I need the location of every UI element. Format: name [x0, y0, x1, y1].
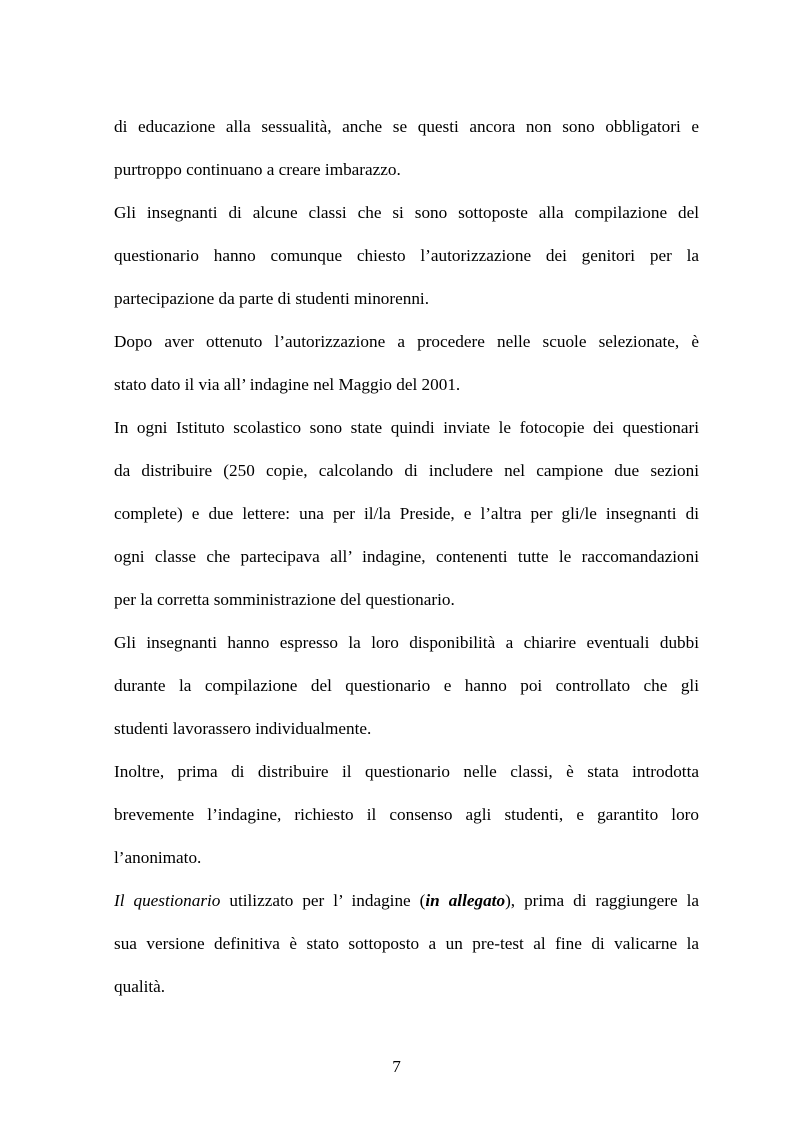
page-number: 7: [392, 1057, 401, 1076]
text-line-10: complete) e due lettere: una per il/la Preside, e l’altra per gli/le insegnanti di: [114, 504, 699, 523]
questionnaire-term: Il questionario: [114, 891, 221, 910]
text-line-1: di educazione alla sessualità, anche se questi ancora non sono obbligatori e: [114, 117, 699, 136]
text-line-7: stato dato il via all’ indagine nel Maggio del 2001.: [114, 375, 461, 394]
questionnaire-text-a: utilizzato per l’ indagine (: [220, 891, 426, 910]
text-line-17: brevemente l’indagine, richiesto il consenso agli studenti, e garantito loro: [114, 805, 699, 824]
attachment-reference: in allegato: [425, 891, 506, 910]
text-line-11: ogni classe che partecipava all’ indagine, contenenti tutte le raccomandazioni: [114, 547, 699, 566]
text-line-8: In ogni Istituto scolastico sono state quindi inviate le fotocopie dei questionari: [114, 418, 699, 437]
questionnaire-text-b: ), prima di raggiungere la: [505, 891, 699, 910]
text-line-5: partecipazione da parte di studenti minorenni.: [114, 289, 429, 308]
text-line-15: studenti lavorassero individualmente.: [114, 719, 372, 738]
text-line-20: sua versione definitiva è stato sottoposto a un pre-test al fine di valicarne la: [114, 934, 699, 953]
text-line-12: per la corretta somministrazione del questionario.: [114, 590, 455, 609]
text-line-13: Gli insegnanti hanno espresso la loro disponibilità a chiarire eventuali dubbi: [114, 633, 699, 652]
text-line-21: qualità.: [114, 977, 166, 996]
text-line-9: da distribuire (250 copie, calcolando di includere nel campione due sezioni: [114, 461, 699, 480]
text-line-18: l’anonimato.: [114, 848, 202, 867]
text-line-6: Dopo aver ottenuto l’autorizzazione a procedere nelle scuole selezionate, è: [114, 332, 699, 351]
text-line-2: purtroppo continuano a creare imbarazzo.: [114, 160, 401, 179]
text-line-19: [114, 890, 699, 912]
text-line-14: durante la compilazione del questionario e hanno poi controllato che gli: [114, 676, 699, 695]
text-line-4: questionario hanno comunque chiesto l’autorizzazione dei genitori per la: [114, 246, 699, 265]
text-line-3: Gli insegnanti di alcune classi che si sono sottoposte alla compilazione del: [114, 203, 699, 222]
text-line-16: Inoltre, prima di distribuire il questionario nelle classi, è stata introdotta: [114, 762, 699, 781]
